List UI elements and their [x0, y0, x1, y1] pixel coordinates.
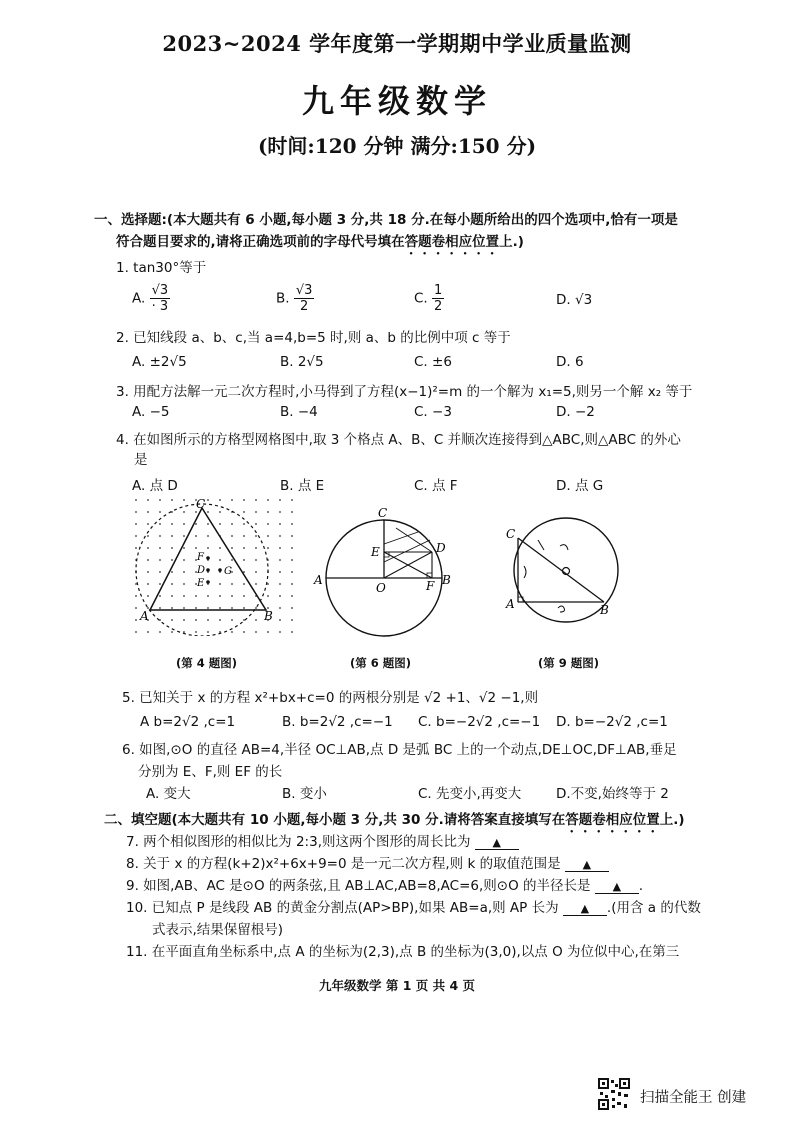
- q7-answer-blank: ▲: [475, 837, 519, 850]
- fig6-label-d: D: [436, 541, 446, 555]
- fig4-grid-dot: [159, 511, 161, 513]
- fig4-grid-dot: [279, 499, 281, 501]
- fig4-point-d: [206, 568, 210, 572]
- q6-stem-line1: 6. 如图,⊙O 的直径 AB=4,半径 OC⊥AB,点 D 是弧 BC 上的一个动点,DE⊥OC,DF⊥AB,垂足: [122, 742, 677, 758]
- fig4-grid-dot: [291, 511, 293, 513]
- fig4-grid-dot: [171, 595, 173, 597]
- fig4-grid-dot: [171, 619, 173, 621]
- fig4-grid-dot: [219, 583, 221, 585]
- q10-answer-blank: ▲: [563, 903, 607, 916]
- q4-option-a: A. 点 D: [132, 478, 178, 494]
- subject-title: 九年级数学: [301, 82, 492, 120]
- fig4-grid-dot: [267, 511, 269, 513]
- fig4-grid-dot: [243, 535, 245, 537]
- fig4-grid-dot: [207, 595, 209, 597]
- q1-d-value: √3: [574, 292, 593, 308]
- q1-a-den: · 3: [151, 299, 169, 314]
- fig4-grid-dot: [183, 571, 185, 573]
- q8-answer-blank: ▲: [565, 859, 609, 872]
- qr-code-icon: [598, 1078, 630, 1110]
- section1-intro-tail: 上.): [499, 234, 524, 250]
- q4-stem-line2: 是: [134, 452, 148, 468]
- fig4-grid-dot: [207, 547, 209, 549]
- q3-option-c: C. −3: [414, 404, 452, 420]
- fig4-grid-dot: [231, 619, 233, 621]
- q10-stem-tail: .(用含 a 的代数: [606, 900, 701, 916]
- fig4-grid-dot: [219, 631, 221, 633]
- fig9-hypotenuse-bc: [518, 538, 604, 602]
- figure-9: [500, 516, 630, 626]
- fig4-grid-dot: [291, 595, 293, 597]
- fig6-label-a: A: [314, 573, 323, 587]
- fig4-grid-dot: [279, 559, 281, 561]
- fig4-grid-dot: [171, 523, 173, 525]
- fig4-grid-dot: [147, 583, 149, 585]
- fig4-grid-dot: [147, 631, 149, 633]
- q6-option-c: C. 先变小,再变大: [418, 786, 522, 802]
- fig4-grid-dot: [255, 523, 257, 525]
- fig4-grid-dot: [279, 535, 281, 537]
- fig4-grid-dot: [243, 559, 245, 561]
- fig4-grid-dot: [243, 631, 245, 633]
- fig4-grid-dot: [291, 571, 293, 573]
- q2-option-b: B. 2√5: [280, 354, 324, 370]
- fig4-grid-dot: [207, 607, 209, 609]
- fig4-grid-dot: [267, 595, 269, 597]
- fig4-label-a: A: [140, 609, 149, 623]
- fig4-grid-dot: [243, 523, 245, 525]
- fig4-grid-dot: [279, 571, 281, 573]
- q5-stem: 5. 已知关于 x 的方程 x²+bx+c=0 的两根分别是 √2 +1、√2 −1,则: [122, 690, 539, 706]
- q2-stem: 2. 已知线段 a、b、c,当 a=4,b=5 时,则 a、b 的比例中项 c 等于: [116, 330, 511, 346]
- section1-intro-text: 符合题目要求的,请将正确选项前的字母代号填在: [116, 234, 405, 250]
- q1-a-fraction: [150, 283, 171, 314]
- fig4-grid-dot: [159, 595, 161, 597]
- fig4-grid-dot: [219, 499, 221, 501]
- fig4-grid-dot: [147, 523, 149, 525]
- fig9-handwriting-3: [524, 566, 526, 578]
- fig4-grid-dot: [279, 619, 281, 621]
- q9-tail: .: [638, 878, 644, 894]
- q4-option-d: D. 点 G: [556, 478, 604, 494]
- section1-intro-line1: 一、选择题:(本大题共有 6 小题,每小题 3 分,共 18 分.在每小题所给出的四个选项中,恰有一项是: [94, 212, 678, 228]
- fig4-grid-dot: [195, 547, 197, 549]
- fig4-grid-dot: [135, 535, 137, 537]
- fig4-grid-dot: [255, 511, 257, 513]
- fig4-grid-dot: [195, 595, 197, 597]
- scanner-watermark: 扫描全能王 创建: [640, 1090, 747, 1106]
- q1-stem: 1. tan30°等于: [116, 260, 207, 276]
- fig9-handwriting-4: [558, 606, 565, 612]
- q5-option-c: C. b=−2√2 ,c=−1: [418, 714, 541, 730]
- fig4-grid-dot: [291, 499, 293, 501]
- fig4-grid-dot: [183, 595, 185, 597]
- fig4-grid-dot: [195, 619, 197, 621]
- fig4-grid-dot: [135, 499, 137, 501]
- q9-answer-blank: ▲: [595, 881, 639, 894]
- fig4-grid-dot: [219, 511, 221, 513]
- fig4-grid-dot: [135, 583, 137, 585]
- exam-meta: (时间:120 分钟 满分:150 分): [257, 134, 537, 158]
- fig4-grid-dot: [183, 619, 185, 621]
- fig4-grid-dot: [207, 619, 209, 621]
- q4-option-c: C. 点 F: [414, 478, 458, 494]
- fig4-grid-dot: [183, 559, 185, 561]
- figure-6: [312, 504, 462, 644]
- fig4-grid-dot: [279, 631, 281, 633]
- fig4-grid-dot: [243, 583, 245, 585]
- fig4-grid-dot: [183, 523, 185, 525]
- fig4-grid-dot: [195, 631, 197, 633]
- fig9-label-c: C: [506, 527, 516, 541]
- q6-option-b: B. 变小: [282, 786, 327, 802]
- q7-stem: 7. 两个相似图形的相似比为 2:3,则这两个图形的周长比为: [126, 834, 471, 850]
- q2-option-a: A. ±2√5: [132, 354, 187, 370]
- fig4-grid-dot: [255, 583, 257, 585]
- fig4-grid-dot: [291, 547, 293, 549]
- fig4-grid-dot: [243, 607, 245, 609]
- q1-b-label: B.: [276, 290, 290, 307]
- fig4-grid-dot: [135, 511, 137, 513]
- fig4-grid-dot: [255, 499, 257, 501]
- q6-stem-line2: 分别为 E、F,则 EF 的长: [138, 764, 283, 780]
- fig4-grid-dot: [267, 499, 269, 501]
- section2-intro-tail: 上.): [659, 812, 685, 828]
- fig4-grid-dot: [147, 595, 149, 597]
- section2-intro-text: 二、填空题(本大题共有 10 小题,每小题 3 分,共 30 分.请将答案直接填写在: [104, 812, 566, 828]
- fig4-grid-dot: [243, 595, 245, 597]
- q10-stem: 10. 已知点 P 是线段 AB 的黄金分割点(AP>BP),如果 AB=a,则 AP 长为: [126, 900, 559, 916]
- fig4-grid-dot: [267, 583, 269, 585]
- fig6-label-b: B: [442, 573, 451, 587]
- fig4-grid-dot: [147, 535, 149, 537]
- fig4-grid-dot: [159, 559, 161, 561]
- q1-option-c: [414, 283, 444, 314]
- fig4-grid-dot: [147, 511, 149, 513]
- fig6-extra-line-2: [384, 532, 418, 544]
- fig4-grid-dot: [243, 547, 245, 549]
- fig4-label-c: C: [196, 497, 206, 511]
- fig4-grid-dot: [183, 535, 185, 537]
- q11-stem: 11. 在平面直角坐标系中,点 A 的坐标为(2,3),点 B 的坐标为(3,0),以点 O 为位似中心,在第三: [126, 944, 680, 960]
- q1-b-num: √3: [295, 283, 313, 298]
- fig4-grid-dot: [183, 499, 185, 501]
- fig4-grid-dot: [267, 523, 269, 525]
- q1-option-d: [556, 292, 592, 308]
- fig4-grid-dot: [147, 499, 149, 501]
- fig4-grid-dot: [171, 559, 173, 561]
- fig4-grid-dot: [135, 523, 137, 525]
- q6-option-d: D.不变,始终等于 2: [556, 786, 669, 802]
- q8: [126, 852, 609, 872]
- fig4-grid-dot: [291, 619, 293, 621]
- fig4-grid-dot: [219, 559, 221, 561]
- q8-stem: 8. 关于 x 的方程(k+2)x²+6x+9=0 是一元二次方程,则 k 的取值范围是: [126, 856, 561, 872]
- fig4-point-g: [218, 568, 222, 572]
- fig4-grid-dot: [267, 535, 269, 537]
- fig4-grid-dot: [159, 631, 161, 633]
- fig4-grid-dot: [171, 547, 173, 549]
- fig4-grid-dot: [231, 523, 233, 525]
- page-footer: 九年级数学 第 1 页 共 4 页: [318, 978, 475, 993]
- fig4-grid-dot: [159, 583, 161, 585]
- fig6-extra-line-3: [384, 540, 430, 562]
- fig4-grid-dot: [231, 559, 233, 561]
- q3-option-a: A. −5: [132, 404, 170, 420]
- fig4-grid-dot: [207, 499, 209, 501]
- q1-c-label: C.: [414, 290, 428, 307]
- fig4-grid-dot: [207, 511, 209, 513]
- fig4-grid-dot: [255, 547, 257, 549]
- fig4-grid-dot: [231, 583, 233, 585]
- fig4-grid-dot: [231, 535, 233, 537]
- section1-intro-emphasis: 答题卷相应位置: [404, 234, 500, 250]
- fig4-label-g: G: [224, 566, 232, 577]
- fig4-grid-dot: [159, 547, 161, 549]
- fig4-grid-dot: [159, 499, 161, 501]
- fig4-grid-dot: [171, 631, 173, 633]
- fig4-grid-dot: [183, 511, 185, 513]
- fig4-grid-dot: [135, 547, 137, 549]
- q5-option-b: B. b=2√2 ,c=−1: [282, 714, 393, 730]
- fig6-label-c: C: [378, 506, 388, 520]
- fig4-grid-dot: [219, 523, 221, 525]
- fig6-label-f: F: [426, 579, 435, 593]
- fig4-grid-dot: [147, 559, 149, 561]
- q1-d-label: D.: [556, 292, 571, 308]
- fig4-grid-dot: [279, 607, 281, 609]
- fig4-grid-dot: [195, 511, 197, 513]
- fig4-grid-dot: [255, 535, 257, 537]
- q1-c-fraction: [432, 283, 444, 314]
- fig4-grid-dot: [243, 499, 245, 501]
- q10-line2: 式表示,结果保留根号): [152, 922, 284, 938]
- fig4-grid-dot: [135, 631, 137, 633]
- fig4-grid-dot: [279, 523, 281, 525]
- q1-c-den: 2: [434, 299, 443, 314]
- figure-4: [132, 496, 302, 636]
- fig4-label-d: D: [197, 565, 206, 576]
- fig4-label-f: F: [197, 552, 204, 563]
- fig4-grid-dot: [291, 523, 293, 525]
- q1-a-num: √3: [151, 283, 169, 298]
- q3-option-d: D. −2: [556, 404, 595, 420]
- fig4-grid-dot: [279, 547, 281, 549]
- q5-option-a: A b=2√2 ,c=1: [140, 714, 236, 730]
- fig4-grid-dot: [255, 607, 257, 609]
- fig4-grid-dot: [159, 571, 161, 573]
- q10-line1: [126, 896, 701, 916]
- fig4-grid-dot: [279, 595, 281, 597]
- fig4-grid-dot: [231, 547, 233, 549]
- fig4-grid-dot: [279, 583, 281, 585]
- fig4-grid-dot: [183, 631, 185, 633]
- fig4-label-e: E: [197, 578, 205, 589]
- q1-c-num: 1: [434, 283, 443, 298]
- fig4-grid-dot: [147, 571, 149, 573]
- fig4-grid-dot: [171, 571, 173, 573]
- q1-option-a: [132, 283, 170, 314]
- q1-option-b: [276, 283, 314, 314]
- fig9-label-a: A: [506, 597, 515, 611]
- fig4-grid-dot: [207, 631, 209, 633]
- fig4-grid-dot: [291, 631, 293, 633]
- fig4-grid-dot: [219, 619, 221, 621]
- fig4-grid-dot: [291, 607, 293, 609]
- fig4-grid-dot: [183, 547, 185, 549]
- q3-stem: 3. 用配方法解一元二次方程时,小马得到了方程(x−1)²=m 的一个解为 x₁=5,则另一个解 x₂ 等于: [116, 384, 693, 400]
- fig4-grid-dot: [231, 607, 233, 609]
- fig9-label-b: B: [600, 603, 609, 617]
- fig4-point-e: [206, 580, 210, 584]
- q1-a-label: A.: [132, 290, 146, 307]
- fig4-grid-dot: [171, 607, 173, 609]
- fig4-grid-dot: [183, 583, 185, 585]
- fig9-handwriting-2: [560, 545, 568, 550]
- fig4-grid-dot: [255, 559, 257, 561]
- fig4-grid-dot: [195, 523, 197, 525]
- q9: [126, 874, 643, 894]
- section1-intro-line2: [116, 230, 524, 258]
- fig4-grid-dot: [171, 535, 173, 537]
- q1-b-fraction: [294, 283, 315, 314]
- fig4-grid-dot: [219, 547, 221, 549]
- q4-stem-line1: 4. 在如图所示的方格型网格图中,取 3 个格点 A、B、C 并顺次连接得到△ABC,则△ABC 的外心: [116, 432, 681, 448]
- q2-option-d: D. 6: [556, 354, 584, 370]
- fig6-label-o: O: [376, 581, 386, 595]
- q4-option-b: B. 点 E: [280, 478, 325, 494]
- fig4-grid-dot: [147, 547, 149, 549]
- q2-option-c: C. ±6: [414, 354, 452, 370]
- fig4-grid-dot: [219, 607, 221, 609]
- exam-title: 2023~2024 学年度第一学期期中学业质量监测: [162, 31, 632, 56]
- q9-stem: 9. 如图,AB、AC 是⊙O 的两条弦,且 AB⊥AC,AB=8,AC=6,则⊙O 的半径长是: [126, 878, 591, 894]
- fig4-grid-dot: [171, 499, 173, 501]
- q3-option-b: B. −4: [280, 404, 318, 420]
- fig6-caption: (第 6 题图): [350, 656, 412, 670]
- q7: [126, 830, 519, 850]
- fig4-grid-dot: [219, 595, 221, 597]
- fig4-grid-dot: [159, 535, 161, 537]
- fig4-grid-dot: [159, 523, 161, 525]
- fig4-grid-dot: [231, 499, 233, 501]
- fig4-grid-dot: [159, 607, 161, 609]
- fig4-grid-dot: [135, 619, 137, 621]
- fig4-grid-dot: [255, 631, 257, 633]
- fig4-grid-dot: [195, 535, 197, 537]
- fig4-grid-dot: [267, 547, 269, 549]
- fig4-grid-dot: [267, 631, 269, 633]
- fig4-grid-dot: [171, 583, 173, 585]
- fig4-grid-dot: [231, 631, 233, 633]
- fig4-caption: (第 4 题图): [176, 656, 238, 670]
- fig4-point-f: [206, 556, 210, 560]
- fig6-extra-line-1: [396, 528, 432, 552]
- fig9-handwriting-1: [538, 540, 544, 550]
- fig4-grid-dot: [231, 595, 233, 597]
- q1-b-den: 2: [300, 299, 309, 314]
- fig6-label-e: E: [371, 545, 380, 559]
- q5-option-d: D. b=−2√2 ,c=1: [556, 714, 668, 730]
- fig4-grid-dot: [243, 511, 245, 513]
- fig4-grid-dot: [135, 607, 137, 609]
- fig4-label-b: B: [264, 609, 273, 623]
- fig4-grid-dot: [183, 607, 185, 609]
- fig4-grid-dot: [279, 511, 281, 513]
- fig4-grid-dot: [135, 595, 137, 597]
- section2-intro-emphasis: 答题卷相应位置: [565, 812, 660, 828]
- fig4-grid-dot: [207, 523, 209, 525]
- fig9-caption: (第 9 题图): [538, 656, 600, 670]
- fig4-grid-dot: [291, 535, 293, 537]
- fig4-grid-dot: [291, 559, 293, 561]
- fig4-grid-dot: [255, 571, 257, 573]
- q6-option-a: A. 变大: [146, 786, 191, 802]
- fig4-grid-dot: [207, 535, 209, 537]
- fig4-grid-dot: [255, 619, 257, 621]
- fig4-grid-dot: [291, 583, 293, 585]
- fig4-grid-dot: [195, 607, 197, 609]
